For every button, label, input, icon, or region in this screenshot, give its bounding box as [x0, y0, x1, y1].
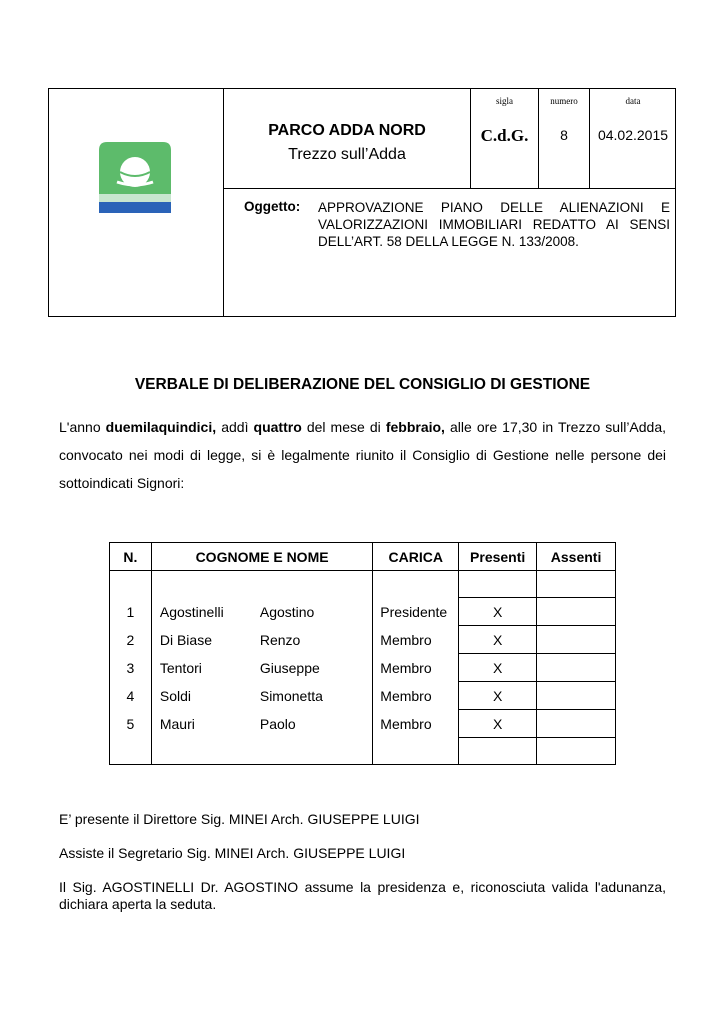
member-name-cell — [151, 654, 372, 682]
meta-value: 8 — [560, 127, 568, 143]
member-name-cell — [151, 598, 372, 626]
member-present: X — [459, 598, 537, 626]
member-absent — [537, 626, 616, 654]
org-name: PARCO ADDA NORD — [268, 122, 426, 139]
table-header-row — [110, 543, 616, 571]
member-role: Membro — [373, 626, 459, 654]
member-role: Membro — [373, 654, 459, 682]
member-surname: Agostinelli — [159, 603, 224, 620]
intro-text: del mese di — [301, 419, 386, 435]
header-presenti: Presenti — [459, 543, 537, 571]
member-surname: Di Biase — [159, 631, 212, 648]
member-number: 5 — [110, 710, 152, 738]
header-assenti: Assenti — [537, 543, 616, 571]
member-absent — [537, 598, 616, 626]
meta-label: data — [625, 96, 641, 106]
intro-month: febbraio, — [385, 419, 445, 435]
intro-day: quattro — [253, 419, 302, 435]
member-number: 2 — [110, 626, 152, 654]
member-firstname: Giuseppe — [259, 659, 320, 676]
table-row — [110, 598, 616, 626]
member-number: 3 — [110, 654, 152, 682]
intro-text: L'anno — [59, 419, 106, 435]
member-role: Membro — [373, 682, 459, 710]
table-row — [110, 626, 616, 654]
logo-cell — [49, 89, 224, 316]
member-present: X — [459, 654, 537, 682]
direttore-paragraph: E’ presente il Direttore Sig. MINEI Arch. GIUSEPPE LUIGI — [59, 811, 420, 827]
table-spacer-row — [110, 571, 616, 598]
meta-label: numero — [550, 96, 578, 106]
member-role: Presidente — [373, 598, 459, 626]
presidenza-paragraph: Il Sig. AGOSTINELLI Dr. AGOSTINO assume la presidenza e, riconosciuta valida l'adunanza, dichiara aperta la seduta. — [59, 879, 666, 912]
member-name-cell — [151, 682, 372, 710]
table-row — [110, 710, 616, 738]
meta-sigla — [471, 89, 539, 189]
table-spacer-row — [110, 738, 616, 765]
member-surname: Soldi — [159, 687, 191, 704]
member-surname: Mauri — [159, 715, 195, 732]
member-absent — [537, 654, 616, 682]
intro-text: alle ore 17,30 in Trezzo sull’Adda, convocato nei modi di legge, si è legalmente riunito il Consiglio di Gestione nelle persone dei sottoindicati Signori: — [59, 419, 667, 491]
member-firstname: Agostino — [259, 603, 315, 620]
intro-year: duemilaquindici, — [105, 419, 217, 435]
member-absent — [537, 682, 616, 710]
header-cognome-nome: COGNOME E NOME — [151, 543, 372, 571]
intro-paragraph — [59, 413, 666, 497]
intro-text: addì — [216, 419, 254, 435]
org-cell — [224, 89, 471, 189]
members-table — [109, 542, 616, 765]
oggetto-label: Oggetto: — [244, 199, 301, 214]
document-title: VERBALE DI DELIBERAZIONE DEL CONSIGLIO DI GESTIONE — [134, 376, 591, 393]
member-present: X — [459, 682, 537, 710]
member-rows — [110, 598, 616, 738]
member-role: Membro — [373, 710, 459, 738]
meta-data — [590, 89, 676, 189]
segretario-paragraph: Assiste il Segretario Sig. MINEI Arch. GIUSEPPE LUIGI — [59, 845, 406, 861]
member-firstname: Renzo — [259, 631, 301, 648]
table-row — [110, 682, 616, 710]
meta-numero — [539, 89, 590, 189]
member-name-cell — [151, 710, 372, 738]
member-name-cell — [151, 626, 372, 654]
member-number: 4 — [110, 682, 152, 710]
oggetto-text: APPROVAZIONE PIANO DELLE ALIENAZIONI E VALORIZZAZIONI IMMOBILIARI REDATTO AI SENSI DELL’ART. 58 DELLA LEGGE N. 133/2008. — [318, 200, 670, 249]
meta-value: C.d.G. — [480, 126, 529, 145]
member-present: X — [459, 710, 537, 738]
parco-adda-nord-logo — [99, 142, 171, 213]
member-firstname: Simonetta — [259, 687, 323, 704]
member-number: 1 — [110, 598, 152, 626]
header-n: N. — [110, 543, 152, 571]
member-surname: Tentori — [159, 659, 202, 676]
document-header — [48, 88, 676, 317]
table-row — [110, 654, 616, 682]
meta-value: 04.02.2015 — [597, 127, 669, 143]
member-absent — [537, 710, 616, 738]
member-firstname: Paolo — [259, 715, 296, 732]
header-carica: CARICA — [373, 543, 459, 571]
meta-label: sigla — [496, 96, 513, 106]
org-city: Trezzo sull’Adda — [288, 146, 406, 163]
member-present: X — [459, 626, 537, 654]
